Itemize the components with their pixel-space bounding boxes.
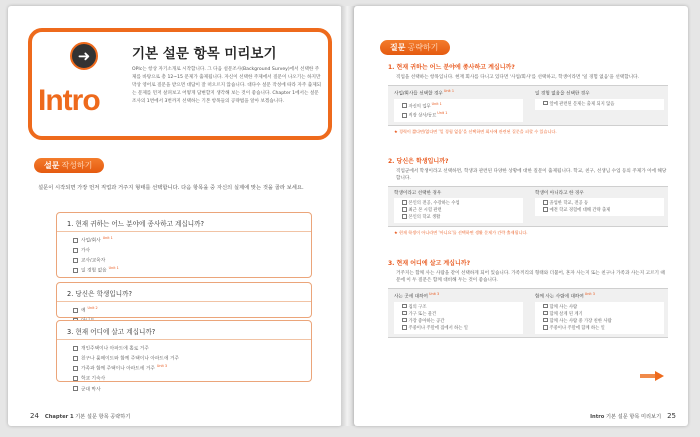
- list-item: 예전 학교 경험에 대해 간략 출제: [539, 207, 660, 214]
- question-box-3: [56, 320, 312, 393]
- checkbox[interactable]: [73, 386, 78, 391]
- option-item[interactable]: 친구나 룸메이트와 함께 주택이나 아파트에 거주: [73, 353, 311, 363]
- section-title: 2. 당신은 학생입니까?: [388, 158, 449, 165]
- checkbox[interactable]: [73, 238, 78, 243]
- left-page: [8, 6, 342, 426]
- section-tag-survey: [34, 158, 104, 173]
- section-1: [388, 62, 668, 135]
- list-item: 주중이나 주말에 함께 하는 일: [539, 325, 660, 332]
- list-item: 가장 좋아하는 공간: [398, 318, 519, 325]
- info-table: [388, 288, 668, 338]
- list-item: 주중이나 주말에 집에서 하는 일: [398, 325, 519, 332]
- option-item[interactable]: 예$^{Unit 2}$: [73, 305, 311, 315]
- right-page: [354, 6, 688, 426]
- option-item[interactable]: 일 경험 없음$^{Unit 1}$: [73, 265, 311, 275]
- note: ★ 현재 학생이 아니라면 '아니요'를 선택하면 생활 문제가 간략 출제됩니다.: [394, 230, 528, 236]
- section-2: [388, 156, 668, 236]
- option-item[interactable]: 교사/교육자: [73, 255, 311, 265]
- next-arrow-icon[interactable]: [640, 371, 664, 381]
- table-col-left: 사업/회사를 선택할 경우$^{Unit 1}$ 자신의 업무$^{Unit 1}$ 직장 상사/동료$^{Unit 1}$: [388, 86, 527, 125]
- tag-sub: 공략하기: [407, 43, 439, 52]
- checkbox[interactable]: [73, 376, 78, 381]
- instruction-text: 설문이 시작되면 가장 먼저 직업과 거주지 형태를 선택합니다. 다음 항목을 중 자신의 실제에 맞는 것을 골라 보세요.: [38, 185, 304, 191]
- info-table: [388, 186, 668, 227]
- footer-text: 기본 설문 항목 미리보기: [606, 414, 662, 420]
- option-item[interactable]: 군대 막사: [73, 384, 311, 394]
- intro-box: [28, 28, 332, 140]
- intro-description: OPIc는 항상 자기소개로 시작합니다. 그 다음 설문조사(Background Survey)에서 선택한 주제를 바탕으로 총 12~15 문제가 출제됩니다. 자신이 선택한 주제에서 질문이 나오기는 하지만 막상 영어로 질문을 받으면 대답이 잘 떠오르지 않습니다. 대다수 설문 작성에 따라 자주 출제되는 문제를 먼저 살펴보고 어떻게 답변할지 생각해 보는 것이 좋습니다. Chapter 1에서는 설문조사의 1번에서 3번까지 선택하는 기본 항목들의 공략법을 알아 보겠습니다.: [132, 67, 322, 104]
- section-description: 직업군에서 학생이라고 선택하면, 학생과 관련된 다양한 상황에 대한 질문이 출제됩니다. 학교, 친구, 선생님 수업 등의 주제가 이에 해당합니다.: [396, 169, 667, 181]
- table-col-left: 사는 곳에 대하여$^{Unit 3}$ 집의 구조 가구 또는 물건 가장 좋아하는 공간 주중이나 주말에 집에서 하는 일: [388, 289, 527, 337]
- question-title: 2. 당신은 학생입니까?: [57, 283, 311, 302]
- tag-main: 설문: [44, 161, 60, 170]
- option-item[interactable]: 가족과 함께 주택이나 아파트에 거주$^{Unit 3}$: [73, 363, 311, 373]
- list-item: 함께 사는 사람 중 가장 친한 사람: [539, 318, 660, 325]
- table-col-right: 일 경험 없음을 선택한 경우 앞에 관련된 문제는 출제 되지 않음: [529, 86, 668, 125]
- info-table: [388, 85, 668, 126]
- option-item[interactable]: 가사: [73, 245, 311, 255]
- list-item: 집의 구조: [398, 304, 519, 311]
- question-title: 1. 현재 귀하는 어느 분야에 종사하고 계십니까?: [57, 213, 311, 232]
- list-item: 본인의 학교 생활: [398, 214, 519, 221]
- list-item: 직장 상사/동료$^{Unit 1}$: [398, 110, 519, 120]
- section-tag-question: [380, 40, 450, 55]
- checkbox[interactable]: [73, 366, 78, 371]
- table-col-left: 학생이라고 선택한 경우 본인의 전공, 수강하는 수업 최근 본 시험 관련 본인의 학교 생활: [388, 187, 527, 226]
- list-item: 함께 사는 사람: [539, 304, 660, 311]
- intro-word: Intro: [38, 84, 100, 117]
- footer-part: Intro: [590, 414, 605, 420]
- footer-chapter: Chapter 1: [44, 414, 74, 420]
- page-number: 24: [30, 412, 39, 420]
- list-item: 함께 살게 된 계기: [539, 311, 660, 318]
- checkbox[interactable]: [73, 346, 78, 351]
- checkbox[interactable]: [73, 308, 78, 313]
- question-title: 3. 현재 어디에 살고 계십니까?: [57, 321, 311, 340]
- section-title: 3. 현재 어디에 살고 계십니까?: [388, 260, 471, 267]
- section-description: 거주지는 함께 사는 사람을 같이 선택하게 되어 있습니다. 가족끼리의 형태와 더불어, 혼자 사는지 또는 친구나 가족과 사는지 고르기 때문에 이 두 질문은 함께 대비해 두는 것이 좋습니다.: [396, 271, 665, 283]
- list-item: 졸업한 학교, 전공 등: [539, 200, 660, 207]
- footer-left: [30, 412, 130, 420]
- checkbox[interactable]: [73, 258, 78, 263]
- list-item: 가구 또는 물건: [398, 311, 519, 318]
- page-title: 기본 설문 항목 미리보기: [132, 46, 277, 62]
- book-spine: [341, 6, 355, 426]
- list-item: 최근 본 시험 관련: [398, 207, 519, 214]
- arrow-right-icon: ➜: [70, 42, 98, 70]
- list-item: 본인의 전공, 수강하는 수업: [398, 200, 519, 207]
- page-number: 25: [667, 412, 676, 420]
- footer-text: 기본 설문 항목 공략하기: [75, 414, 131, 420]
- tag-sub: 작성하기: [61, 161, 93, 170]
- section-title: 1. 현재 귀하는 어느 분야에 종사하고 계십니까?: [388, 64, 515, 71]
- question-box-1: [56, 212, 312, 278]
- table-col-right: 함께 사는 사람에 대하여$^{Unit 3}$ 함께 사는 사람 함께 살게 된 계기 함께 사는 사람 중 가장 친한 사람 주중이나 주말에 함께 하는 일: [529, 289, 668, 337]
- option-item[interactable]: 학교 기숙사: [73, 373, 311, 383]
- table-col-right: 학생이 아니라고 한 경우 졸업한 학교, 전공 등 예전 학교 경험에 대해 간략 출제: [529, 187, 668, 226]
- note: ★ 경력이 짧다면/없다면 '일 경험 없음'을 선택하면 회사에 관련된 질문을 피할 수 있습니다.: [394, 129, 557, 135]
- tag-main: 질문: [390, 43, 406, 52]
- option-item[interactable]: 사업/회사$^{Unit 1}$: [73, 235, 311, 245]
- question-box-2: [56, 282, 312, 318]
- section-3: [388, 258, 668, 338]
- section-description: 직업을 선택하는 항목입니다. 현재 회사를 다니고 있다면 '사업/회사'를 선택하고, 학생이라면 '일 경험 없음'을 선택합니다.: [396, 75, 639, 80]
- option-item[interactable]: 개인주택이나 아파트에 홀로 거주: [73, 343, 311, 353]
- list-item: 앞에 관련된 문제는 출제 되지 않음: [539, 101, 660, 108]
- checkbox[interactable]: [73, 268, 78, 273]
- list-item: 자신의 업무$^{Unit 1}$: [398, 101, 519, 111]
- checkbox[interactable]: [73, 356, 78, 361]
- footer-right: [590, 412, 676, 420]
- checkbox[interactable]: [73, 248, 78, 253]
